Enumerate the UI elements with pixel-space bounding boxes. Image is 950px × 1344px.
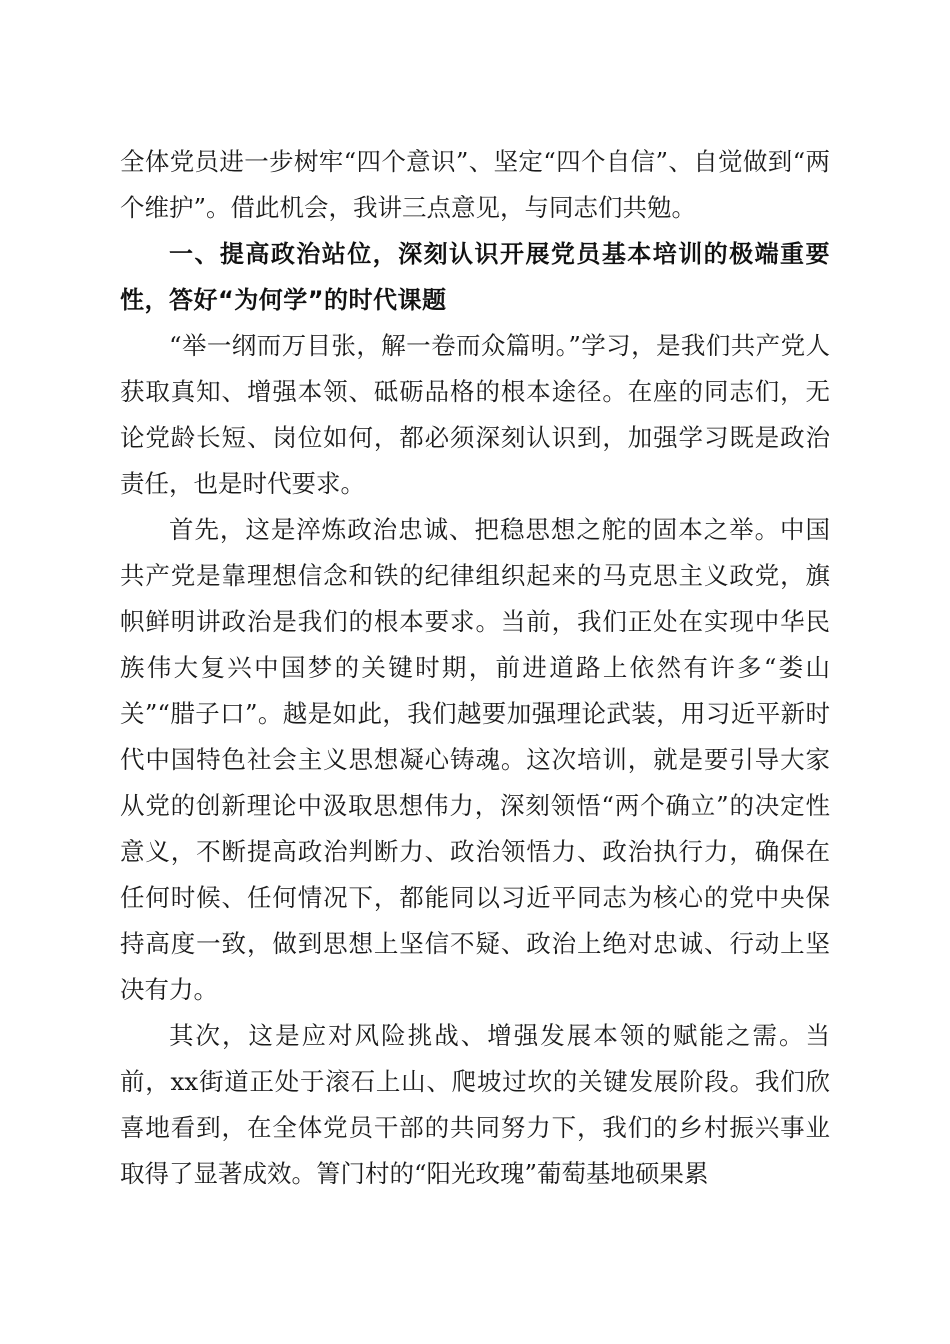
section-heading-1: 一、提高政治站位，深刻认识开展党员基本培训的极端重要性，答好“为何学”的时代课题 xyxy=(120,240,830,314)
paragraph-first-point: 首先，这是淬炼政治忠诚、把稳思想之舵的固本之举。中国共产党是靠理想信念和铁的纪律组织起来的马克思主义政党，旗帜鲜明讲政治是我们的根本要求。当前，我们正处在实现中华民族伟大复兴中国梦的关键时期，前进道路上依然有许多“娄山关”“腊子口”。越是如此，我们越要加强理论武装，用习近平新时代中国特色社会主义思想凝心铸魂。这次培训，就是要引导大家从党的创新理论中汲取思想伟力，深刻领悟“两个确立”的决定性意义，不断提高政治判断力、政治领悟力、政治执行力，确保在任何时候、任何情况下，都能同以习近平同志为核心的党中央保持高度一致，做到思想上坚信不疑、政治上绝对忠诚、行动上坚决有力。 xyxy=(120,515,830,1004)
paragraph-continuation: 全体党员进一步树牢“四个意识”、坚定“四个自信”、自觉做到“两个维护”。借此机会，我讲三点意见，与同志们共勉。 xyxy=(120,147,830,222)
document-body xyxy=(120,139,830,1197)
paragraph-second-point: 其次，这是应对风险挑战、增强发展本领的赋能之需。当前，xx街道正处于滚石上山、爬坡过坎的关键发展阶段。我们欣喜地看到，在全体党员干部的共同努力下，我们的乡村振兴事业取得了显著成效。箐门村的“阳光玫瑰”葡萄基地硕果累 xyxy=(120,1021,830,1188)
paragraph-quote-intro: “举一纲而万目张，解一卷而众篇明。”学习，是我们共产党人获取真知、增强本领、砥砺品格的根本途径。在座的同志们，无论党龄长短、岗位如何，都必须深刻认识到，加强学习既是政治责任，也是时代要求。 xyxy=(120,331,830,498)
